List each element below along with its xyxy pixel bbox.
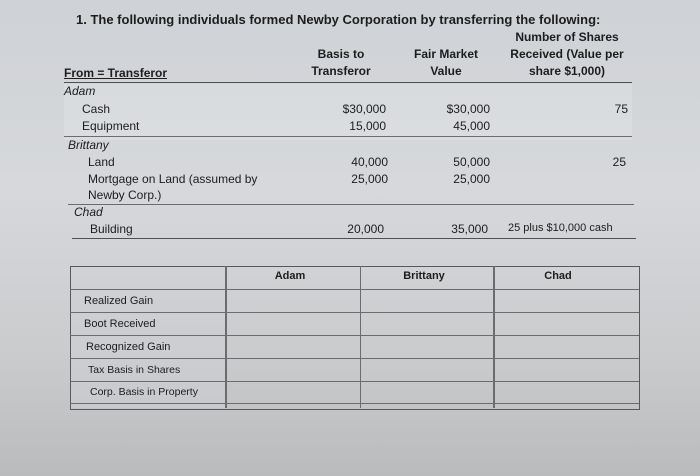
item-label-equipment: Equipment	[82, 119, 140, 133]
cell-adam-tax-basis-shares[interactable]	[227, 359, 359, 381]
shares-chad: 25 plus $10,000 cash	[508, 222, 613, 234]
cell-chad-realized-gain[interactable]	[495, 290, 638, 312]
header-rule	[64, 82, 632, 83]
fmv-mortgage: 25,000	[453, 172, 490, 186]
cell-chad-tax-basis-shares[interactable]	[495, 359, 638, 381]
item-label-cash: Cash	[82, 102, 111, 116]
cell-brittany-recognized-gain[interactable]	[361, 336, 492, 358]
table-col-chad: Chad	[544, 270, 572, 282]
adam-rule	[64, 136, 632, 137]
cell-chad-boot-received[interactable]	[495, 313, 638, 335]
item-label-land: Land	[88, 155, 115, 169]
basis-building: 20,000	[347, 222, 384, 236]
cell-adam-realized-gain[interactable]	[227, 290, 359, 312]
transferor-name-adam: Adam	[64, 84, 96, 98]
cell-adam-corp-basis-property[interactable]	[227, 382, 359, 403]
fmv-header-line2: Value	[430, 64, 462, 78]
row-label-realized-gain: Realized Gain	[84, 295, 154, 307]
brittany-rule	[68, 204, 634, 205]
shares-header-line3: share $1,000)	[528, 64, 606, 78]
cell-adam-recognized-gain[interactable]	[227, 336, 359, 358]
row-label-tax-basis-shares: Tax Basis in Shares	[88, 364, 181, 376]
from-transferor-header: From = Transferor	[64, 66, 168, 80]
fmv-header-line1: Fair Market	[413, 47, 479, 61]
basis-mortgage: 25,000	[351, 172, 388, 186]
table-col-adam: Adam	[274, 270, 306, 282]
shares-header-line2: Received (Value per	[510, 47, 624, 61]
shares-adam: 75	[614, 102, 628, 116]
item-label-mortgage: Mortgage on Land (assumed by	[88, 172, 258, 186]
item-label-mortgage-line2: Newby Corp.)	[88, 188, 162, 202]
cell-brittany-corp-basis-property[interactable]	[361, 382, 492, 403]
basis-land: 40,000	[351, 155, 388, 169]
cell-brittany-realized-gain[interactable]	[361, 290, 492, 312]
cell-chad-recognized-gain[interactable]	[495, 336, 638, 358]
basis-cash: $30,000	[342, 102, 386, 116]
basis-header-line1: Basis to	[317, 47, 365, 61]
fmv-land: 50,000	[453, 155, 490, 169]
shares-brittany: 25	[612, 155, 626, 169]
cell-chad-corp-basis-property[interactable]	[495, 382, 638, 403]
table-row-line-6	[70, 403, 639, 404]
chad-rule	[72, 238, 636, 239]
fmv-cash: $30,000	[446, 102, 490, 116]
transferor-name-brittany: Brittany	[68, 138, 109, 152]
item-label-building: Building	[90, 222, 133, 236]
basis-header-line2: Transferor	[311, 64, 371, 78]
cell-adam-boot-received[interactable]	[227, 313, 359, 335]
shares-header-line1: Number of Shares	[515, 30, 619, 44]
row-label-recognized-gain: Recognized Gain	[86, 341, 171, 353]
row-label-corp-basis-property: Corp. Basis in Property	[90, 386, 198, 398]
basis-equipment: 15,000	[349, 119, 386, 133]
fmv-equipment: 45,000	[453, 119, 490, 133]
cell-brittany-boot-received[interactable]	[361, 313, 492, 335]
cell-brittany-tax-basis-shares[interactable]	[361, 359, 492, 381]
question-title: 1. The following individuals formed Newby Corporation by transferring the following:	[76, 12, 601, 27]
fmv-building: 35,000	[451, 222, 488, 236]
table-col-brittany: Brittany	[403, 270, 445, 282]
row-label-boot-received: Boot Received	[84, 318, 156, 330]
transferor-name-chad: Chad	[74, 205, 103, 219]
